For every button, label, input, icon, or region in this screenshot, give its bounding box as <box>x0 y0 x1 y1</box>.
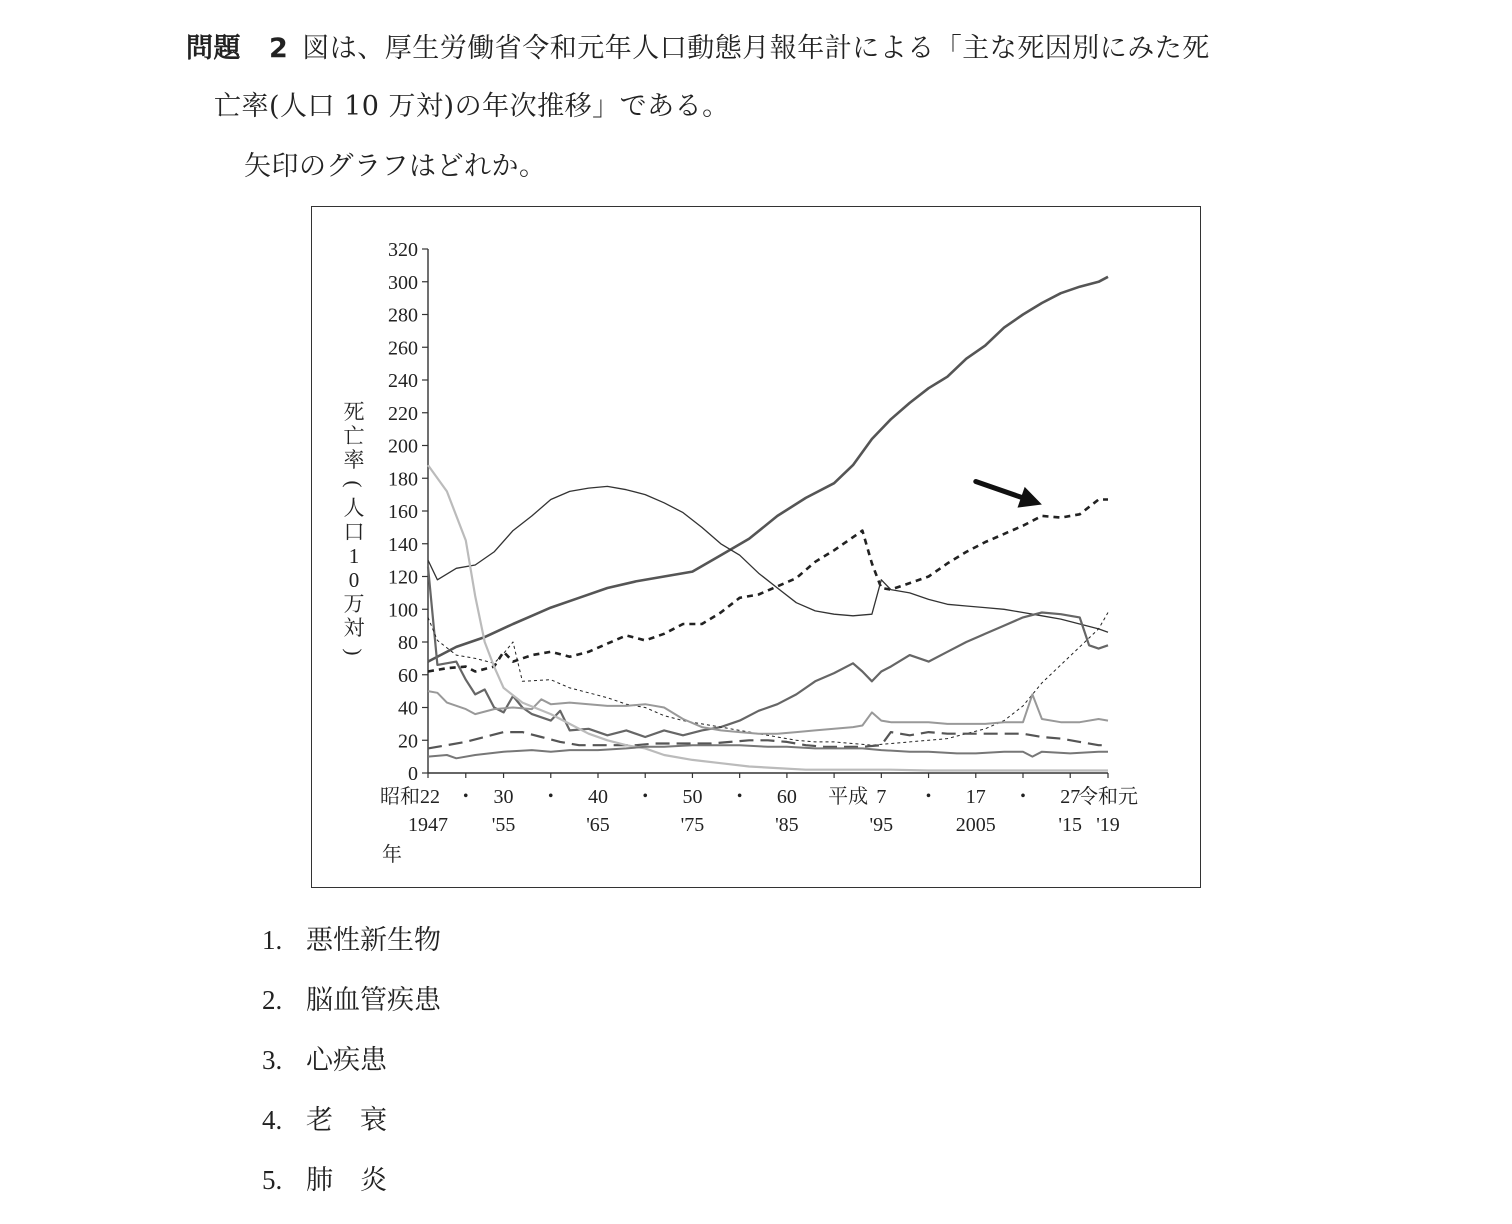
x-tick-label-top: ・ <box>729 786 750 808</box>
death-rate-line-chart <box>312 207 1200 887</box>
x-tick-label-top: 50 <box>682 786 703 808</box>
x-tick-label-top: 40 <box>588 786 608 808</box>
x-tick-label-top: 17 <box>965 786 986 808</box>
y-tick-label: 80 <box>398 632 418 654</box>
series-line-2 <box>428 500 1108 672</box>
question-number: 2 <box>269 33 289 64</box>
answer-choice-3[interactable] <box>262 1038 387 1077</box>
y-axis-label-char: 0 <box>348 568 360 592</box>
x-tick-label-bottom: '95 <box>869 814 894 836</box>
x-tick-label-bottom: 1947 <box>408 814 448 836</box>
question-prompt: 矢印のグラフはどれか。 <box>244 151 547 182</box>
series-line-3 <box>428 486 1108 632</box>
y-axis-label-char: ( <box>342 480 366 488</box>
choice-text: 脳血管疾患 <box>306 985 441 1016</box>
x-tick-label-top: 27 <box>1060 786 1081 808</box>
choice-number: 1. <box>262 925 283 955</box>
x-tick-label-top: ・ <box>1013 786 1033 808</box>
figure-frame <box>311 206 1201 888</box>
x-tick-label-top: ・ <box>635 786 656 808</box>
answer-choice-5[interactable] <box>262 1158 387 1197</box>
x-tick-label-top: 30 <box>493 786 514 808</box>
x-tick-label-top: ・ <box>540 786 561 808</box>
y-tick-label: 0 <box>408 763 418 785</box>
choice-text: 肺 炎 <box>306 1165 387 1196</box>
y-tick-label: 160 <box>388 501 418 523</box>
y-tick-label: 280 <box>388 304 418 327</box>
series-line-1 <box>428 277 1108 662</box>
x-tick-label-top: 60 <box>776 786 797 808</box>
arrow-shaft <box>976 482 1021 498</box>
x-tick-label-bottom: '19 <box>1096 814 1120 836</box>
y-axis-label-char: ) <box>342 648 366 656</box>
x-tick-label-bottom: '65 <box>586 814 610 836</box>
x-axis-unit-label: 年 <box>382 844 402 866</box>
series-line-9 <box>428 745 1108 758</box>
y-axis-label-char: 万 <box>343 592 365 616</box>
answer-choice-2[interactable] <box>262 978 441 1017</box>
x-tick-label-bottom: '75 <box>680 814 705 836</box>
y-tick-label: 120 <box>388 566 418 589</box>
y-tick-label: 220 <box>388 402 418 425</box>
x-tick-label-bottom: 2005 <box>955 814 996 836</box>
question-text-line-1: 図は、厚生労働省令和元年人口動態月報年計による「主な死因別にみた死 <box>302 33 1210 64</box>
answer-choice-1[interactable] <box>262 918 441 957</box>
choice-number: 3. <box>262 1045 283 1075</box>
y-axis-label-char: 亡 <box>343 424 365 448</box>
x-tick-label-bottom: '55 <box>491 814 516 836</box>
y-axis-label-char: 口 <box>343 520 365 544</box>
choice-number: 5. <box>262 1165 283 1195</box>
y-axis-label-char: 率 <box>343 448 365 472</box>
choice-text: 老 衰 <box>306 1105 387 1136</box>
series-line-5 <box>428 613 1108 746</box>
y-axis-label-char: 対 <box>343 616 365 640</box>
x-tick-label-top: 平成 <box>828 786 869 808</box>
y-tick-label: 100 <box>388 599 418 622</box>
x-tick-label-top: 7 <box>876 786 887 808</box>
choice-number: 4. <box>262 1105 283 1135</box>
choice-number: 2. <box>262 985 283 1015</box>
x-tick-label-top: 令和元 <box>1078 786 1138 808</box>
question-label: 問題 <box>186 33 241 64</box>
y-tick-label: 60 <box>398 664 418 687</box>
choice-text: 心疾患 <box>306 1045 387 1076</box>
x-tick-label-top: ・ <box>455 786 476 808</box>
y-tick-label: 140 <box>388 533 418 556</box>
question-line-1 <box>186 26 1210 65</box>
y-tick-label: 20 <box>398 730 418 753</box>
y-tick-label: 180 <box>388 468 418 491</box>
x-tick-label-top: ・ <box>918 786 939 808</box>
series-line-4 <box>428 567 1108 737</box>
y-axis-label-char: 人 <box>343 496 365 520</box>
choice-text: 悪性新生物 <box>306 925 441 956</box>
y-tick-label: 300 <box>388 271 418 294</box>
y-tick-label: 260 <box>388 337 418 360</box>
y-axis-label-char: 1 <box>348 544 360 568</box>
y-tick-label: 200 <box>388 435 418 458</box>
y-axis-label-char: 死 <box>343 400 365 424</box>
x-tick-label-top: 昭和22 <box>380 786 440 808</box>
question-text-line-2: 亡率(人口 10 万対)の年次推移」である。 <box>214 91 730 122</box>
arrow-head <box>1017 487 1041 508</box>
y-tick-label: 320 <box>388 239 418 261</box>
y-tick-label: 240 <box>388 370 418 392</box>
answer-choice-4[interactable] <box>262 1098 387 1137</box>
x-tick-label-bottom: '85 <box>775 814 799 836</box>
y-tick-label: 40 <box>398 697 418 720</box>
x-tick-label-bottom: '15 <box>1058 814 1083 836</box>
